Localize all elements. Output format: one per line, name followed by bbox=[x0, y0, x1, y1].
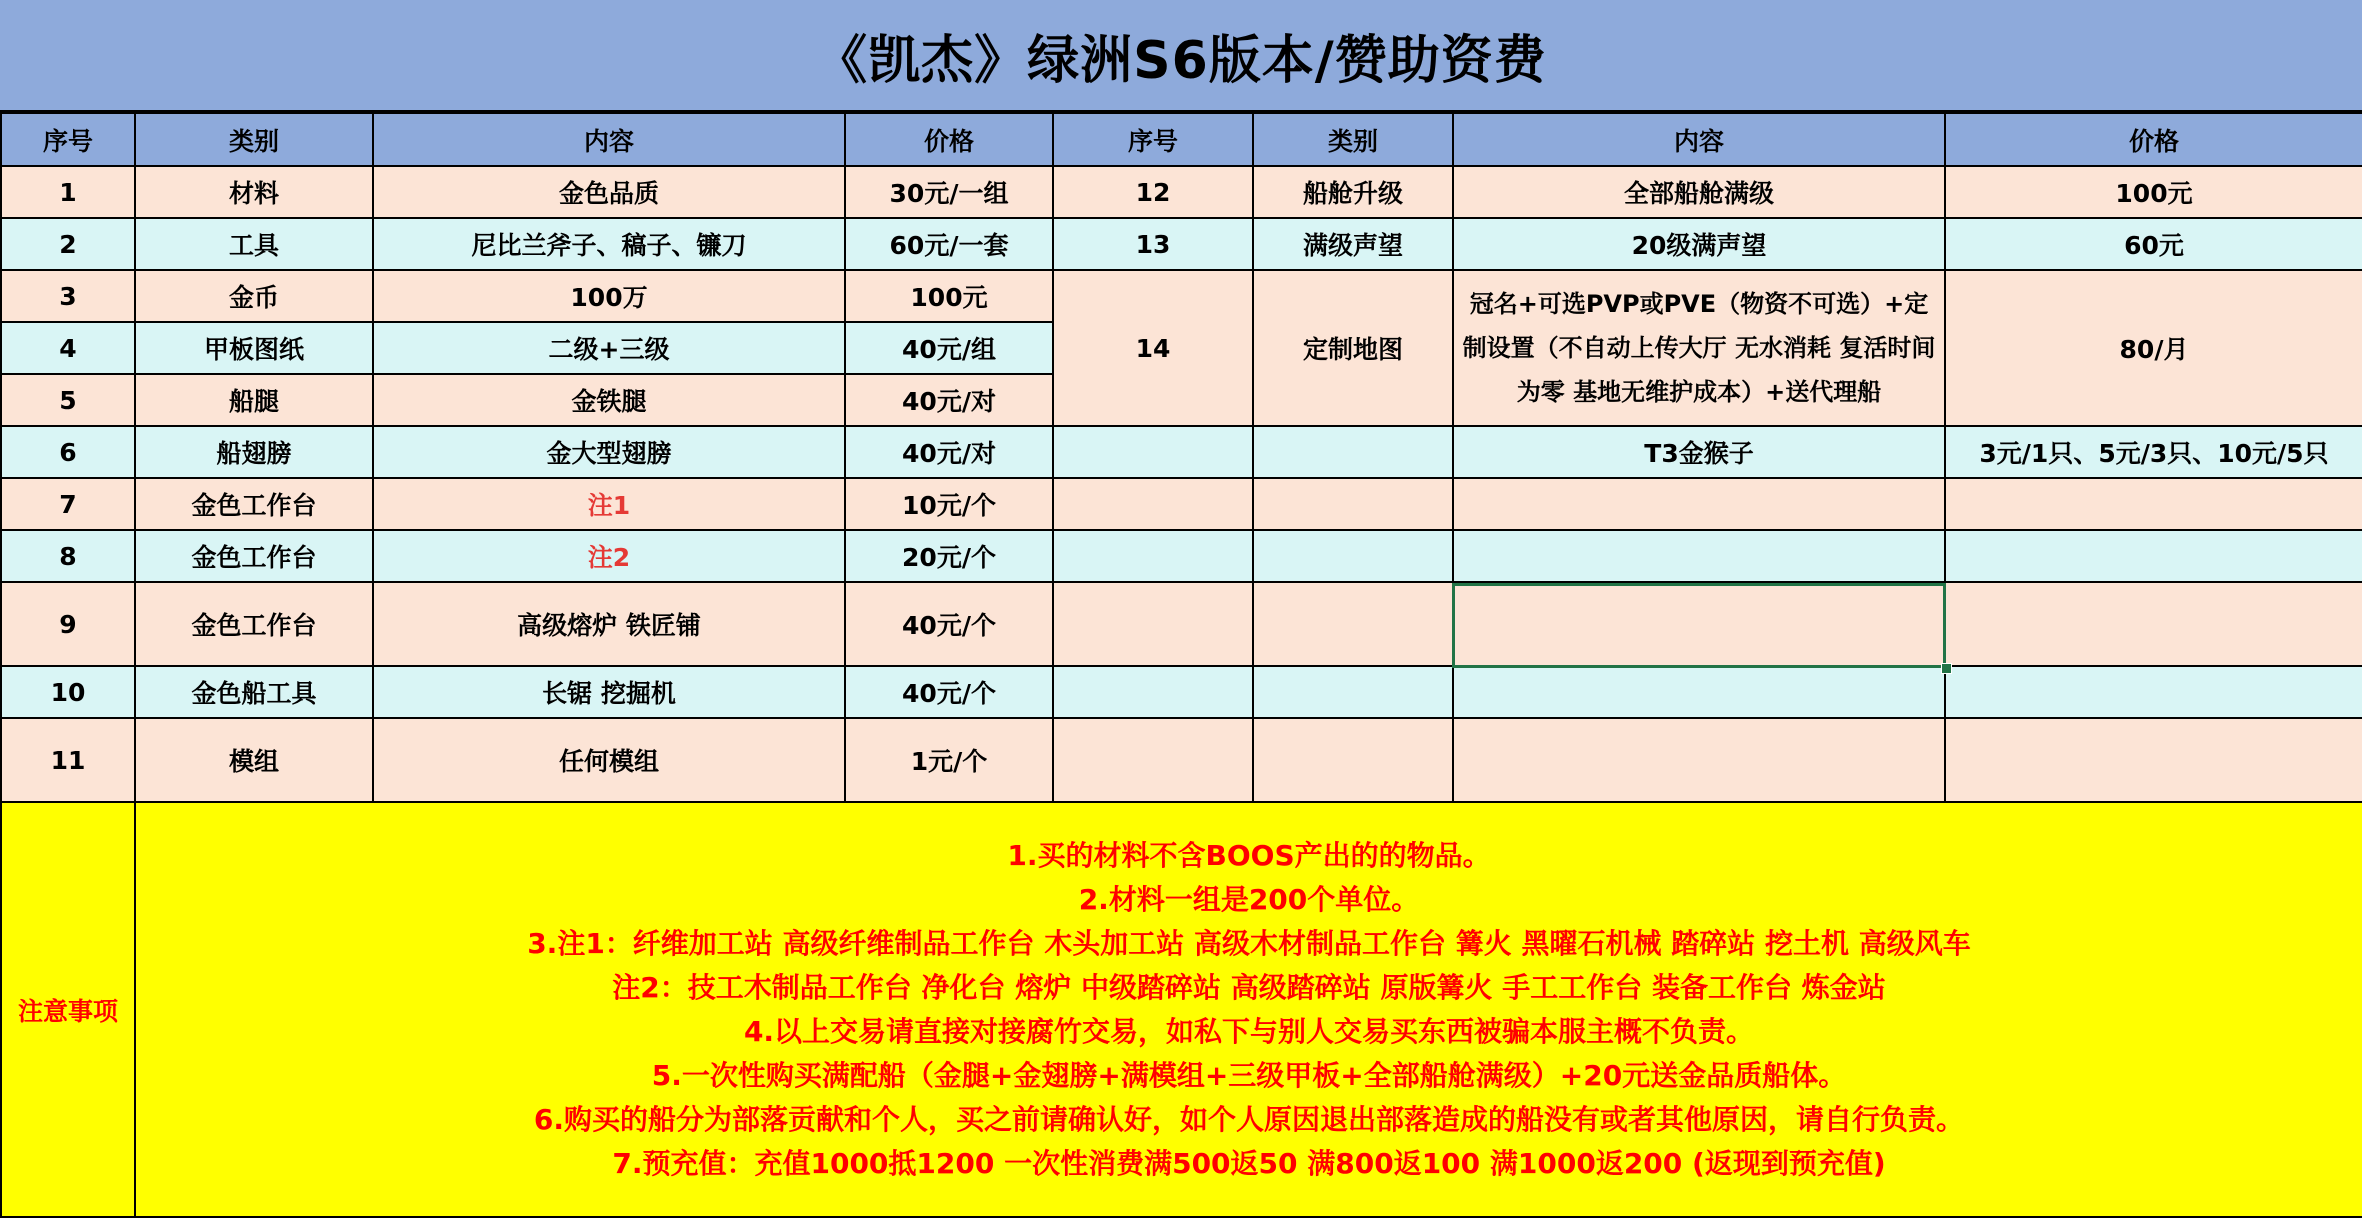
empty-cell[interactable] bbox=[1453, 666, 1945, 718]
cell-no[interactable]: 9 bbox=[1, 582, 135, 666]
table-row bbox=[1, 718, 2362, 802]
cell-price[interactable]: 80/月 bbox=[1945, 270, 2362, 426]
table-row bbox=[1, 166, 2362, 218]
notes-body bbox=[140, 834, 2358, 1186]
cell-category[interactable]: 工具 bbox=[135, 218, 373, 270]
cell-content-note-ref[interactable]: 注2 bbox=[373, 530, 845, 582]
cell-content[interactable]: 金大型翅膀 bbox=[373, 426, 845, 478]
cell-no[interactable]: 13 bbox=[1053, 218, 1253, 270]
cell-price[interactable]: 40元/个 bbox=[845, 582, 1053, 666]
empty-cell[interactable] bbox=[1453, 718, 1945, 802]
note-line: 6.购买的船分为部落贡献和个人，买之前请确认好，如个人原因退出部落造成的船没有或者其他原因，请自行负责。 bbox=[533, 1102, 1965, 1136]
cell-category[interactable]: 模组 bbox=[135, 718, 373, 802]
cell-content[interactable]: 任何模组 bbox=[373, 718, 845, 802]
header-cell-category-right[interactable]: 类别 bbox=[1253, 113, 1453, 166]
header-cell-no-right[interactable]: 序号 bbox=[1053, 113, 1253, 166]
cell-no[interactable] bbox=[1053, 426, 1253, 478]
empty-cell[interactable] bbox=[1053, 718, 1253, 802]
empty-cell[interactable] bbox=[1453, 530, 1945, 582]
cell-content-custom-map[interactable]: 冠名+可选PVP或PVE（物资不可选）+定制设置（不自动上传大厅 无水消耗 复活时间为零 基地无维护成本）+送代理船 bbox=[1453, 270, 1945, 426]
cell-price[interactable]: 40元/个 bbox=[845, 666, 1053, 718]
cell-content[interactable]: 高级熔炉 铁匠铺 bbox=[373, 582, 845, 666]
cell-category[interactable]: 材料 bbox=[135, 166, 373, 218]
cell-content[interactable]: T3金猴子 bbox=[1453, 426, 1945, 478]
cell-category[interactable]: 金色工作台 bbox=[135, 478, 373, 530]
cell-no[interactable]: 4 bbox=[1, 322, 135, 374]
cell-price[interactable]: 40元/对 bbox=[845, 426, 1053, 478]
note-line: 1.买的材料不含BOOS产出的的物品。 bbox=[1007, 838, 1491, 872]
cell-no[interactable]: 14 bbox=[1053, 270, 1253, 426]
table-row bbox=[1, 270, 2362, 322]
note-line: 4.以上交易请直接对接腐竹交易，如私下与别人交易买东西被骗本服主概不负责。 bbox=[743, 1014, 1755, 1048]
cell-no[interactable]: 2 bbox=[1, 218, 135, 270]
empty-cell[interactable] bbox=[1945, 718, 2362, 802]
note-line: 5.一次性购买满配船（金腿+金翅膀+满模组+三级甲板+全部船舱满级）+20元送金品质船体。 bbox=[651, 1058, 1847, 1092]
cell-content[interactable]: 尼比兰斧子、稿子、镰刀 bbox=[373, 218, 845, 270]
empty-cell[interactable] bbox=[1945, 666, 2362, 718]
cell-price[interactable]: 60元 bbox=[1945, 218, 2362, 270]
cell-content[interactable]: 金色品质 bbox=[373, 166, 845, 218]
header-cell-content-right[interactable]: 内容 bbox=[1453, 113, 1945, 166]
cell-no[interactable]: 6 bbox=[1, 426, 135, 478]
empty-cell[interactable] bbox=[1053, 478, 1253, 530]
empty-cell[interactable] bbox=[1053, 582, 1253, 666]
cell-no[interactable]: 10 bbox=[1, 666, 135, 718]
header-cell-price[interactable]: 价格 bbox=[845, 113, 1053, 166]
table-row bbox=[1, 478, 2362, 530]
cell-price[interactable]: 30元/一组 bbox=[845, 166, 1053, 218]
cell-selection-border[interactable] bbox=[1452, 583, 1946, 668]
sheet-title[interactable]: 《凯杰》绿洲S6版本/赞助资费 bbox=[0, 0, 2362, 112]
note-line: 2.材料一组是200个单位。 bbox=[1078, 882, 1420, 916]
header-cell-price-right[interactable]: 价格 bbox=[1945, 113, 2362, 166]
cell-content[interactable]: 长锯 挖掘机 bbox=[373, 666, 845, 718]
cell-content[interactable]: 金铁腿 bbox=[373, 374, 845, 426]
cell-price[interactable]: 100元 bbox=[1945, 166, 2362, 218]
table-row bbox=[1, 666, 2362, 718]
cell-no[interactable]: 3 bbox=[1, 270, 135, 322]
header-cell-content[interactable]: 内容 bbox=[373, 113, 845, 166]
cell-category[interactable]: 满级声望 bbox=[1253, 218, 1453, 270]
cell-price[interactable]: 1元/个 bbox=[845, 718, 1053, 802]
empty-cell[interactable] bbox=[1945, 530, 2362, 582]
cell-no[interactable]: 12 bbox=[1053, 166, 1253, 218]
cell-content[interactable]: 全部船舱满级 bbox=[1453, 166, 1945, 218]
empty-cell[interactable] bbox=[1053, 530, 1253, 582]
cell-price[interactable]: 60元/一套 bbox=[845, 218, 1053, 270]
header-cell-category[interactable]: 类别 bbox=[135, 113, 373, 166]
cell-category[interactable]: 金色船工具 bbox=[135, 666, 373, 718]
table-row bbox=[1, 426, 2362, 478]
cell-content[interactable]: 二级+三级 bbox=[373, 322, 845, 374]
cell-category[interactable] bbox=[1253, 426, 1453, 478]
note-line: 3.注1：纤维加工站 高级纤维制品工作台 木头加工站 高级木材制品工作台 篝火 黑曜石机械 踏碎站 挖土机 高级风车 bbox=[527, 926, 1971, 960]
cell-category[interactable]: 船舱升级 bbox=[1253, 166, 1453, 218]
cell-no[interactable]: 1 bbox=[1, 166, 135, 218]
cell-price[interactable]: 10元/个 bbox=[845, 478, 1053, 530]
table-row bbox=[1, 530, 2362, 582]
empty-cell[interactable] bbox=[1053, 666, 1253, 718]
notes-label[interactable]: 注意事项 bbox=[1, 802, 135, 1217]
cell-category[interactable]: 金色工作台 bbox=[135, 582, 373, 666]
empty-cell[interactable] bbox=[1253, 582, 1453, 666]
empty-cell[interactable] bbox=[1945, 582, 2362, 666]
cell-price[interactable]: 40元/对 bbox=[845, 374, 1053, 426]
fill-handle[interactable] bbox=[1941, 663, 1952, 674]
notes-row bbox=[1, 802, 2362, 1217]
note-line: 注2：技工木制品工作台 净化台 熔炉 中级踏碎站 高级踏碎站 原版篝火 手工工作台 装备工作台 炼金站 bbox=[612, 970, 1886, 1004]
cell-no[interactable]: 5 bbox=[1, 374, 135, 426]
cell-content[interactable]: 20级满声望 bbox=[1453, 218, 1945, 270]
empty-cell[interactable] bbox=[1253, 530, 1453, 582]
cell-category[interactable]: 定制地图 bbox=[1253, 270, 1453, 426]
table-row bbox=[1, 218, 2362, 270]
cell-category[interactable]: 船腿 bbox=[135, 374, 373, 426]
header-cell-no[interactable]: 序号 bbox=[1, 113, 135, 166]
cell-content-note-ref[interactable]: 注1 bbox=[373, 478, 845, 530]
empty-cell[interactable] bbox=[1945, 478, 2362, 530]
note-line: 7.预充值：充值1000抵1200 一次性消费满500返50 满800返100 满1000返200 (返现到预充值) bbox=[612, 1146, 1886, 1180]
empty-cell[interactable] bbox=[1253, 718, 1453, 802]
table-row bbox=[1, 582, 2362, 666]
price-table bbox=[0, 112, 2362, 1218]
empty-cell[interactable] bbox=[1253, 478, 1453, 530]
cell-price[interactable]: 40元/组 bbox=[845, 322, 1053, 374]
empty-cell[interactable] bbox=[1253, 666, 1453, 718]
cell-price[interactable]: 100元 bbox=[845, 270, 1053, 322]
cell-content[interactable]: 100万 bbox=[373, 270, 845, 322]
cell-category[interactable]: 金色工作台 bbox=[135, 530, 373, 582]
notes-cell[interactable] bbox=[135, 802, 2362, 1217]
cell-no[interactable]: 11 bbox=[1, 718, 135, 802]
cell-price[interactable]: 20元/个 bbox=[845, 530, 1053, 582]
empty-cell[interactable] bbox=[1453, 478, 1945, 530]
cell-category[interactable]: 船翅膀 bbox=[135, 426, 373, 478]
cell-no[interactable]: 8 bbox=[1, 530, 135, 582]
cell-category[interactable]: 甲板图纸 bbox=[135, 322, 373, 374]
cell-no[interactable]: 7 bbox=[1, 478, 135, 530]
cell-category[interactable]: 金币 bbox=[135, 270, 373, 322]
header-row bbox=[1, 113, 2362, 166]
cell-price[interactable]: 3元/1只、5元/3只、10元/5只 bbox=[1945, 426, 2362, 478]
